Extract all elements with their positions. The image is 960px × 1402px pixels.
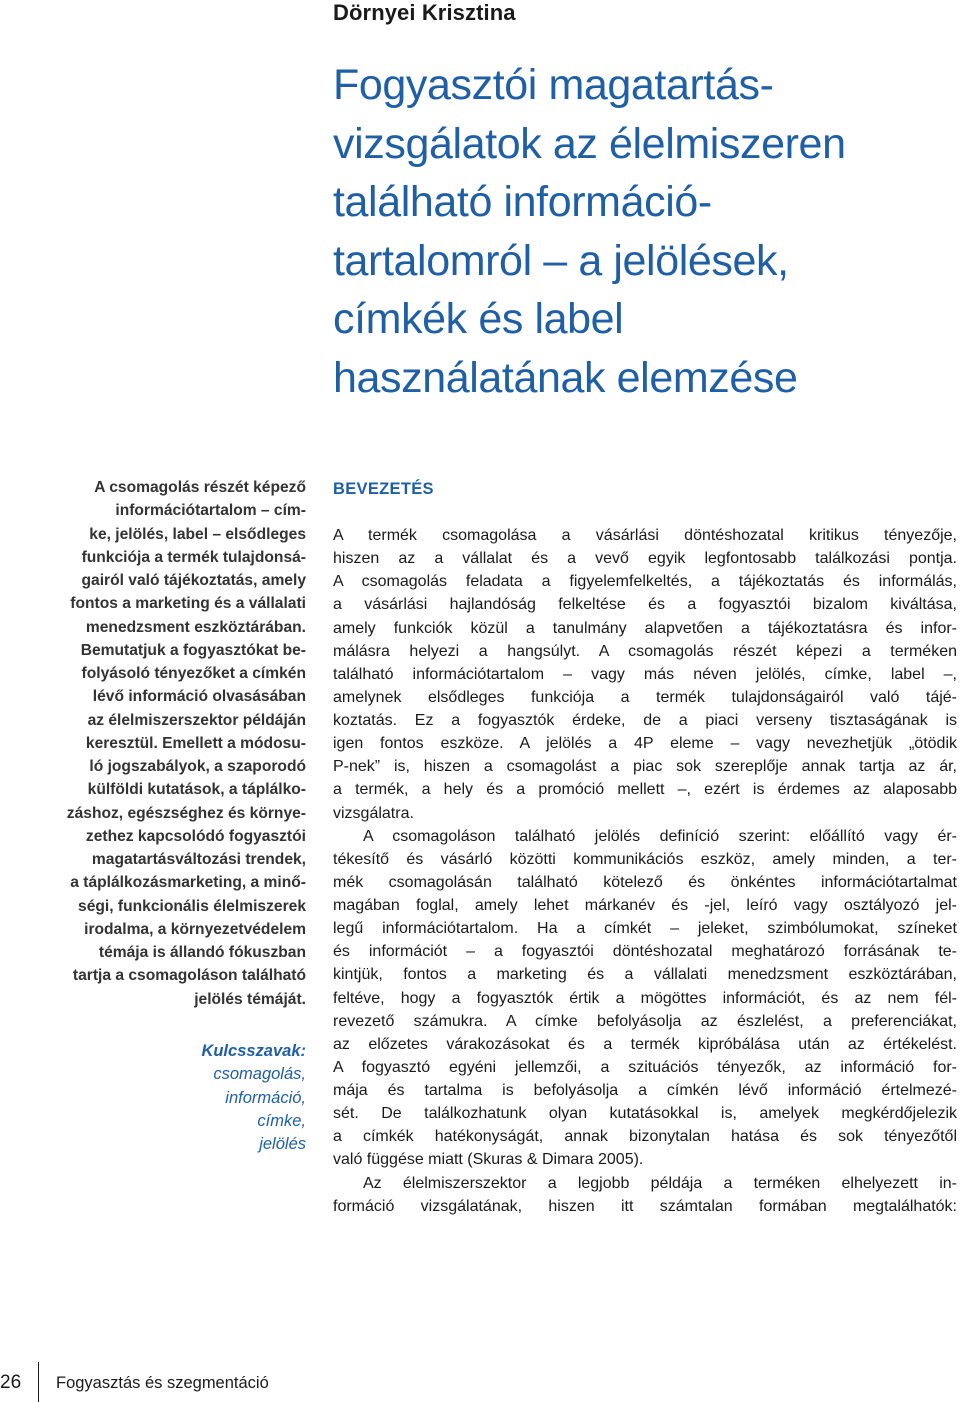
body-line: a vásárlási hajlandóság felkeltése és a fogyasztói bizalom kiváltása, — [333, 596, 957, 614]
section-heading: BEVEZETÉS — [333, 480, 434, 498]
keyword-item: jelölés — [259, 1135, 306, 1153]
abstract — [0, 476, 306, 1011]
body-line: amelynek elsődleges funkciója a termék tulajdonságairól való tájé- — [333, 688, 957, 706]
abstract-line: keresztül. Emellett a módosu- — [85, 734, 306, 752]
body-line: Az élelmiszerszektor a legjobb példája a terméken elhelyezett in- — [363, 1174, 957, 1192]
abstract-line: ló jogszabályok, a szaporodó — [89, 758, 306, 775]
body-line: kintjük, fontos a marketing és a vállalati menedzsment eszköztárában, — [333, 966, 957, 984]
body-line: az előzetes várakozásokat és a termék kipróbálása után az értékelést. — [333, 1035, 957, 1053]
body-line: málásra helyezi a hangsúlyt. A csomagolás részét képezi a terméken — [333, 642, 957, 660]
body-line: és információt – a fogyasztói döntéshozatal meghatározó forrásának te- — [333, 943, 957, 961]
body-line: igen fontos eszköze. A jelölés a 4P eleme – vagy nevezhetjük „ötödik — [333, 735, 957, 753]
title-line: Fogyasztói magatartás- — [333, 61, 774, 109]
abstract-line: zethez kapcsolódó fogyasztói — [85, 827, 306, 845]
footer-divider — [38, 1362, 39, 1402]
body-line: vizsgálatra. — [333, 804, 414, 822]
abstract-line: záshoz, egészséghez és környe- — [66, 804, 306, 822]
body-line: revezető számukra. A címke befolyásolja az észlelést, a preferenciákat, — [333, 1012, 957, 1030]
body-line: mája és tartalma is befolyásolja a címkén lévő információ értelmezé- — [333, 1082, 957, 1099]
body-line: a termék, a hely és a promóció mellett –, ezért is érdemes az alaposabb — [333, 781, 957, 799]
body-line: található információtartalom – vagy más néven jelölés, címke, label –, — [333, 665, 957, 683]
body-line: A csomagolás feladata a figyelemfelkeltés, a tájékoztatás és informálás, — [333, 573, 957, 591]
abstract-line: ségi, funkcionális élelmiszerek — [78, 897, 306, 915]
abstract-line: funkciója a termék tulajdonsá- — [81, 548, 306, 566]
abstract-line: magatartásváltozási trendek, — [91, 851, 306, 868]
abstract-line: ke, jelölés, label – elsődleges — [89, 525, 306, 543]
keywords-label: Kulcsszavak: — [201, 1042, 306, 1060]
body-line: A fogyasztó egyéni jellemzői, a szituációs tényezők, az információ for- — [333, 1058, 957, 1076]
abstract-line: az élelmiszerszektor példáján — [87, 711, 306, 729]
abstract-line: információtartalom – cím- — [115, 502, 306, 520]
abstract-line: Bemutatjuk a fogyasztókat be- — [80, 641, 306, 659]
title-line: használatának elemzése — [333, 353, 798, 402]
abstract-line: A csomagolás részét képező — [94, 479, 306, 496]
author-name: Dörnyei Krisztina — [333, 0, 516, 25]
body-line: formáció vizsgálatának, hiszen itt számtalan formában megtalálhatók: — [333, 1197, 957, 1215]
body-line: A termék csomagolása a vásárlási döntéshozatal kritikus tényezője, — [333, 527, 957, 544]
abstract-line: fontos a marketing és a vállalati — [70, 595, 306, 613]
abstract-line: a táplálkozásmarketing, a minő- — [70, 874, 306, 892]
keyword-item: csomagolás, — [213, 1065, 306, 1084]
abstract-line: jelölés témáját. — [194, 990, 306, 1008]
title-line: vizsgálatok az élelmiszeren — [333, 119, 846, 168]
article-title — [333, 56, 953, 408]
body-line: tékesítő és vásárló közötti kommunikációs eszköz, amely minden, a ter- — [333, 850, 957, 868]
body-line: feltéve, hogy a fogyasztók értik a mögöttes információt, és az nem fél- — [333, 989, 957, 1007]
abstract-line: külföldi kutatások, a táplálko- — [87, 781, 306, 799]
title-line: címkék és label — [333, 295, 624, 344]
body-line: A csomagoláson található jelölés definíció szerint: előállító vagy ér- — [363, 827, 957, 845]
abstract-line: témája is állandó fókuszban — [98, 944, 306, 961]
abstract-line: folyásoló tényezőket a címkén — [81, 665, 306, 682]
body-text — [333, 524, 957, 1218]
abstract-line: irodalma, a környezetvédelem — [84, 920, 306, 938]
abstract-line: menedzsment eszköztárában. — [85, 618, 306, 636]
body-line: a címkék hatékonyságát, annak bizonytalan hatása és sok tényezőtől — [333, 1128, 957, 1146]
title-line: található információ- — [333, 178, 712, 227]
journal-name: Fogyasztás és szegmentáció — [56, 1374, 269, 1392]
body-line: mék csomagolásán található kötelező és önkéntes információtartalmat — [333, 873, 957, 891]
body-line: P-nek” is, hiszen a csomagolást a piac sok szereplője annak tartja az ár, — [333, 758, 957, 776]
abstract-line: lévő információ olvasásában — [92, 688, 306, 706]
page-number: 26 — [0, 1372, 22, 1393]
abstract-line: tartja a csomagoláson található — [72, 967, 306, 985]
body-line: való függése miatt (Skuras & Dimara 2005). — [333, 1151, 644, 1169]
body-line: amely funkciók közül a tanulmány alapvetően a tájékoztatásra és infor- — [333, 619, 957, 637]
keywords — [100, 1040, 306, 1156]
body-line: legű információtartalom. Ha a címkét – jeleket, szimbólumokat, színeket — [333, 920, 957, 938]
keyword-item: információ, — [225, 1088, 306, 1107]
body-line: magában foglal, amely lehet márkanév és -jel, leíró vagy osztályozó jel- — [333, 897, 957, 914]
abstract-line: gairól való tájékoztatás, amely — [81, 572, 306, 589]
body-line: koztatás. Ez a fogyasztók érdeke, de a piaci verseny tisztaságának is — [333, 712, 957, 729]
keyword-item: címke, — [257, 1111, 306, 1130]
body-line: sét. De találkozhatunk olyan kutatásokkal is, amelyek megkérdőjelezik — [333, 1105, 957, 1123]
title-line: tartalomról – a jelölések, — [333, 236, 789, 285]
body-line: hiszen az a vállalat és a vevő egyik legfontosabb találkozási pontja. — [333, 550, 957, 568]
